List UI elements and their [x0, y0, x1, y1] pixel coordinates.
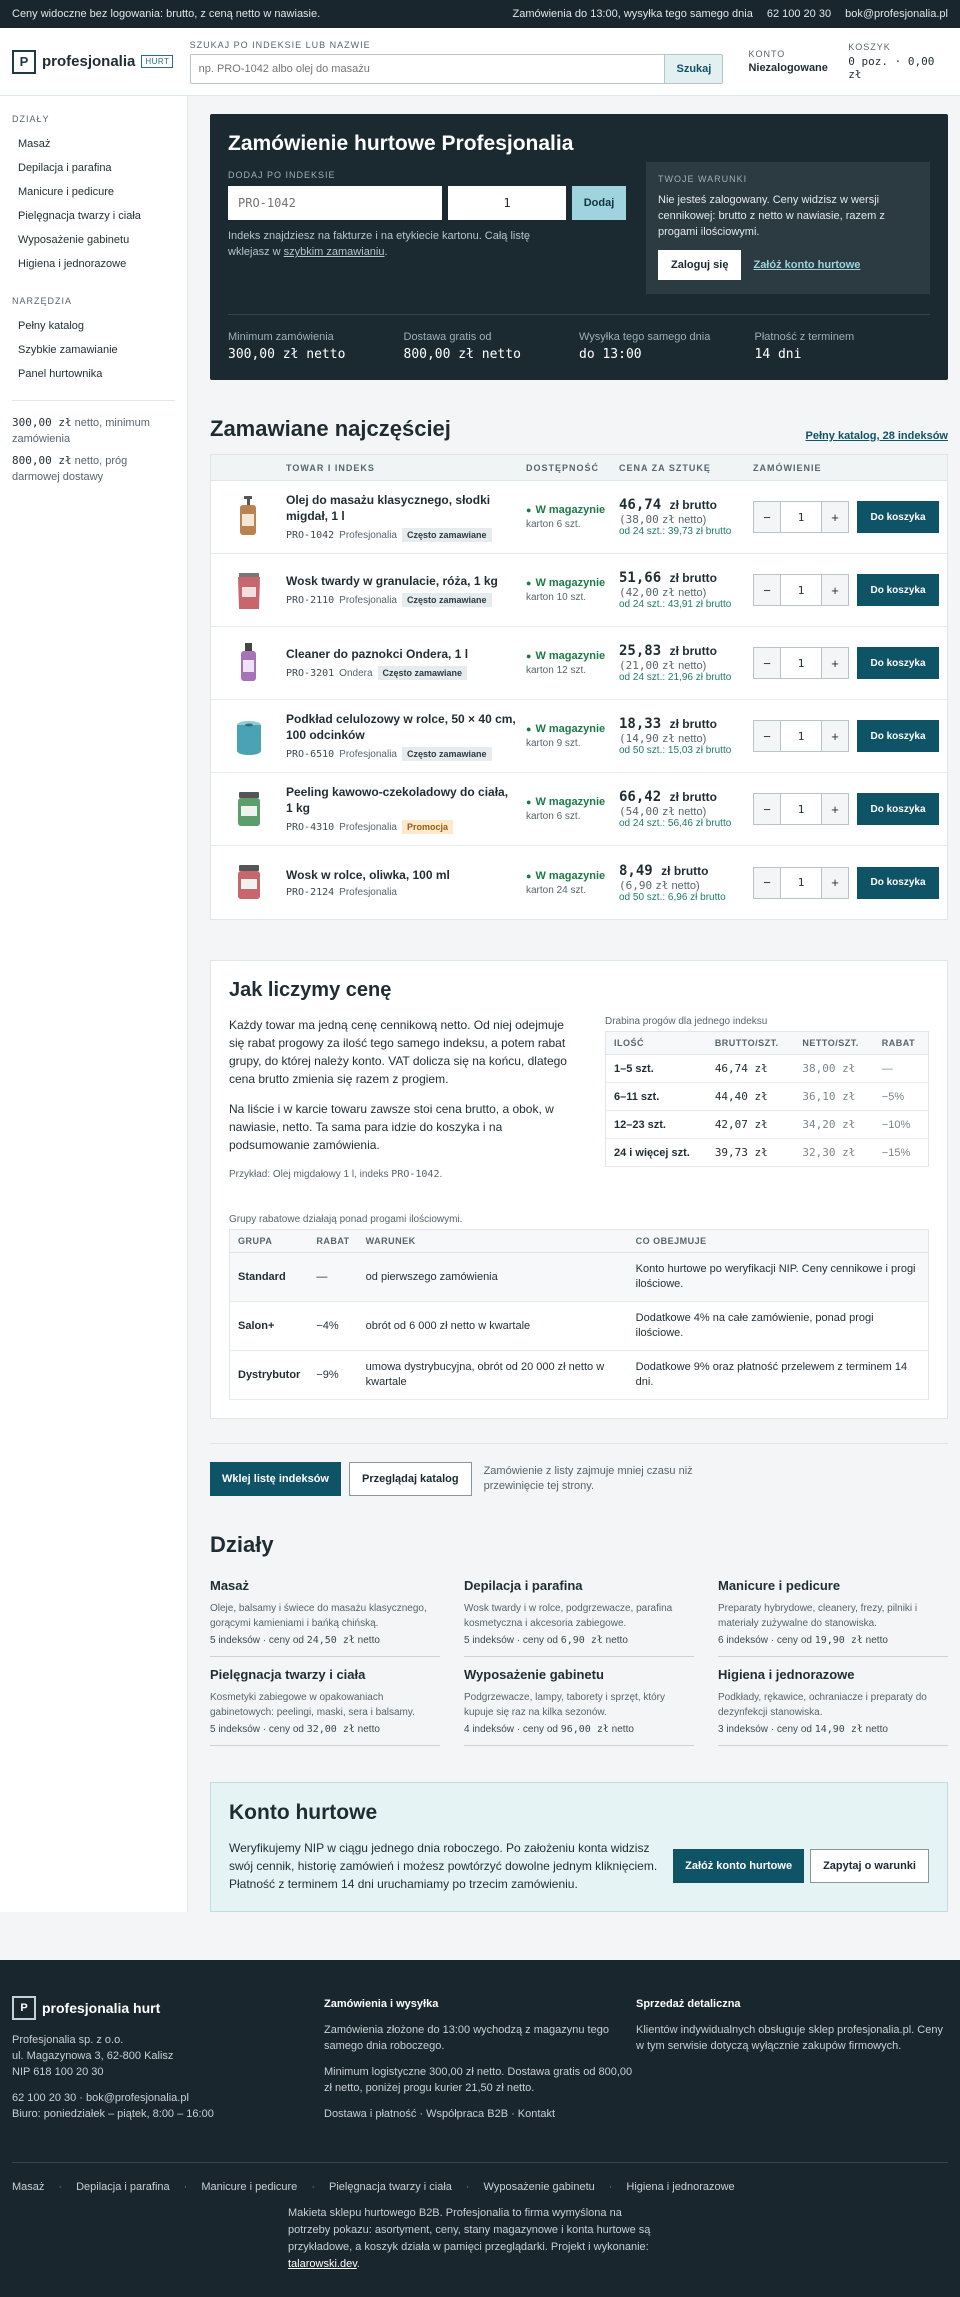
department-name[interactable]: Higiena i jednorazowe	[718, 1667, 855, 1682]
jar-icon	[233, 859, 265, 906]
stock-status: ● W magazynie	[526, 796, 619, 808]
product-sku: PRO-4310	[286, 821, 335, 833]
minus-icon[interactable]: −	[754, 794, 780, 824]
terms-title: TWOJE WARUNKI	[658, 174, 748, 184]
price-net: (21,00 zł netto)	[619, 659, 707, 672]
add-button[interactable]: Dodaj	[572, 186, 626, 220]
department-card[interactable]	[718, 1578, 948, 1657]
cart-label: KOSZYK	[848, 42, 891, 52]
cta-row	[210, 1443, 948, 1496]
price-net: (42,00 zł netto)	[619, 586, 707, 599]
sidebar-item-department[interactable]: Higiena i jednorazowe	[18, 258, 127, 270]
footer-text: Minimum logistyczne 300,00 zł netto. Dostawa gratis od 800,00 zł netto, poniżej progu kurier 21,50 zł netto.	[324, 2066, 633, 2094]
price-net: (6,90 zł netto)	[619, 878, 700, 892]
logo[interactable]	[12, 50, 190, 74]
min-order-note: 300,00 zł netto, minimum zamówienia	[12, 416, 150, 445]
departments-title: DZIAŁY	[12, 114, 50, 124]
sidebar-item-tool[interactable]: Pełny katalog	[18, 320, 85, 332]
footer-text: Klientów indywidualnych obsługuje sklep profesjonalia.pl. Ceny w tym serwisie dotyczą wyłącznie zakupów firmowych.	[636, 2024, 943, 2052]
create-account-link[interactable]: Załóż konto hurtowe	[753, 259, 861, 271]
account[interactable]	[748, 49, 848, 74]
logo-mark: P	[12, 50, 36, 74]
quick-add	[228, 170, 626, 294]
price-gross: 46,74 zł brutto	[619, 497, 717, 513]
pack-size: karton 9 szt.	[526, 738, 581, 749]
pricing-section	[210, 960, 948, 1419]
sidebar-item-department[interactable]: Masaż	[18, 138, 51, 150]
pack-size: karton 6 szt.	[526, 519, 581, 530]
footer-link[interactable]: Manicure i pedicure	[201, 2181, 298, 2193]
hero-title: Zamówienie hurtowe Profesjonalia	[228, 132, 574, 155]
table-row	[211, 481, 947, 554]
department-count: 6 indeksów · ceny od 19,90 zł netto	[718, 1635, 888, 1646]
stock-status: ● W magazynie	[526, 723, 619, 735]
footer-link[interactable]: Pielęgnacja twarzy i ciała	[328, 2181, 452, 2193]
add-to-cart-button[interactable]: Do koszyka	[857, 867, 939, 899]
plus-icon[interactable]: +	[822, 575, 848, 605]
plus-icon[interactable]: +	[822, 648, 848, 678]
stat-value: 14 dni	[754, 347, 802, 362]
office-hours: Biuro: poniedziałek – piątek, 8:00 – 16:00	[12, 2108, 214, 2120]
plus-icon[interactable]: +	[822, 794, 848, 824]
group-row: Salon+ −4% obrót od 6 000 zł netto w kwartale Dodatkowe 4% na całe zamówienie, ponad progi ilościowe.	[230, 1302, 929, 1351]
group-row: Dystrybutor −9% umowa dystrybucyjna, obrót od 20 000 zł netto w kwartale Dodatkowe 9% oraz płatność przelewem z terminem 14 dni.	[230, 1351, 929, 1400]
bottle-pump-icon	[233, 494, 265, 541]
department-name[interactable]: Pielęgnacja twarzy i ciała	[210, 1667, 366, 1682]
department-card[interactable]	[464, 1667, 694, 1746]
tiers-caption: Drabina progów dla jednego indeksu	[605, 1016, 768, 1027]
product-name[interactable]: Wosk w rolce, oliwka, 100 ml	[286, 868, 450, 882]
department-desc: Kosmetyki zabiegowe w opakowaniach gabinetowych: peelingi, maski, sera i balsamy.	[210, 1692, 415, 1718]
sku-input[interactable]	[228, 186, 442, 220]
footer-logo[interactable]: P profesjonalia hurt	[12, 1996, 324, 2020]
stats: Minimum zamówienia 300,00 zł netto Dostawa gratis od 800,00 zł netto Wysyłka tego samego dnia do 13:00 Płatność z terminem 14 dni	[228, 314, 930, 362]
logo-name: profesjonalia	[42, 53, 136, 70]
stat-value: 300,00 zł netto	[228, 347, 346, 362]
quantity-stepper[interactable]	[753, 867, 849, 899]
pricing-text: Każdy towar ma jedną cenę cennikową netto. Od niej odejmuje się rabat progowy za ilość tego samego indeksu, a potem rabat grupy, do której należy konto. VAT dolicza się na końcu, dlatego cena brutto zmienia się razem z progiem.	[229, 1018, 567, 1086]
search-input[interactable]	[191, 55, 665, 83]
departments-heading: Działy	[210, 1532, 274, 1557]
account-value: Niezalogowane	[748, 62, 828, 74]
footer-heading: Sprzedaż detaliczna	[636, 1998, 741, 2010]
tier-row: 12–23 szt. 42,07 zł 34,20 zł −10%	[606, 1111, 929, 1139]
price-gross: 8,49 zł brutto	[619, 862, 709, 879]
pricing-example: Przykład: Olej migdałowy 1 l, indeks PRO-1042.	[229, 1169, 443, 1180]
cart[interactable]	[848, 42, 948, 81]
sidebar	[0, 96, 188, 1912]
product-brand: Ondera	[339, 667, 373, 679]
quick-add-help: Indeks znajdziesz na fakturze i na etykiecie kartonu. Całą listę wklejasz w szybkim zamawianiu.	[228, 230, 531, 258]
product-sku: PRO-3201	[286, 667, 335, 679]
tier-row: 6–11 szt. 44,40 zł 36,10 zł −5%	[606, 1083, 929, 1111]
department-count: 3 indeksów · ceny od 14,90 zł netto	[718, 1724, 888, 1735]
footer	[0, 1960, 960, 2297]
stock-status: ● W magazynie	[526, 870, 619, 882]
terms-text: Nie jesteś zalogowany. Ceny widzisz w wersji cennikowej: brutto z netto w nawiasie, razem z progami ilościowymi.	[658, 194, 885, 238]
search-label: SZUKAJ PO INDEKSIE LUB NAZWIE	[189, 39, 371, 50]
products-title: Zamawiane najczęściej	[210, 416, 451, 441]
pack-size: karton 10 szt.	[526, 592, 587, 603]
sidebar-item-tool[interactable]: Panel hurtownika	[18, 368, 103, 380]
department-count: 4 indeksów · ceny od 96,00 zł netto	[464, 1724, 634, 1735]
quick-order-link[interactable]: szybkim zamawianiu	[283, 246, 385, 258]
company-address: ul. Magazynowa 3, 62-800 Kalisz	[12, 2050, 174, 2062]
cta-note: Zamówienie z listy zajmuje mniej czasu niż przewinięcie tej strony.	[483, 1465, 693, 1492]
footer-text: Zamówienia złożone do 13:00 wychodzą z magazynu tego samego dnia roboczego.	[324, 2024, 609, 2052]
add-to-cart-button[interactable]: Do koszyka	[857, 793, 939, 825]
department-desc: Wosk twardy i w rolce, podgrzewacze, parafina kosmetyczna i akcesoria zabiegowe.	[464, 1603, 673, 1629]
minus-icon[interactable]: −	[754, 648, 780, 678]
create-wholesale-account-button[interactable]: Załóż konto hurtowe	[673, 1849, 804, 1883]
paste-list-button[interactable]: Wklej listę indeksów	[210, 1462, 341, 1496]
tier-price: od 24 szt.: 56,46 zł brutto	[619, 818, 732, 829]
price-gross: 18,33 zł brutto	[619, 716, 717, 732]
browse-catalog-button[interactable]: Przeglądaj katalog	[349, 1462, 472, 1496]
info-strip	[0, 0, 960, 28]
quantity-value[interactable]: 1	[780, 794, 822, 824]
tier-price: od 24 szt.: 21,96 zł brutto	[619, 672, 732, 683]
department-count: 5 indeksów · ceny od 24,50 zł netto	[210, 1635, 380, 1646]
product-brand: Profesjonalia	[339, 594, 397, 606]
tier-price: od 24 szt.: 39,73 zł brutto	[619, 526, 732, 537]
product-sku: PRO-2124	[286, 887, 335, 898]
product-badge: Często zamawiane	[402, 528, 492, 542]
wholesale-text: Weryfikujemy NIP w ciągu jednego dnia roboczego. Po założeniu konta widzisz swój cennik, historię zamówień i możesz powtórzyć dowolne jednym kliknięciem. Płatność z terminem 14 dni uruchamiamy po trzecim zamówieniu.	[229, 1841, 658, 1891]
department-card[interactable]	[210, 1578, 440, 1657]
footer-link[interactable]: Wyposażenie gabinetu	[483, 2181, 595, 2193]
wholesale-section	[210, 1782, 948, 1912]
product-badge: Często zamawiane	[402, 593, 492, 607]
bag-icon	[233, 567, 265, 614]
departments-section	[210, 1532, 948, 1746]
quantity-stepper[interactable]	[753, 647, 849, 679]
hero	[210, 114, 948, 380]
quick-add-label: DODAJ PO INDEKSIE	[228, 170, 336, 180]
department-count: 5 indeksów · ceny od 6,90 zł netto	[464, 1635, 628, 1646]
add-to-cart-button[interactable]: Do koszyka	[857, 574, 939, 606]
stock-status: ● W magazynie	[526, 650, 619, 662]
stat-value: 800,00 zł netto	[403, 347, 521, 362]
product-brand: Profesjonalia	[339, 821, 397, 833]
footer-department-links: Masaż · Depilacja i parafina · Manicure i pedicure · Pielęgnacja twarzy i ciała · Wyposażenie gabinetu · Higiena i jednorazowe	[12, 2162, 948, 2193]
wholesale-title: Konto hurtowe	[229, 1801, 378, 1824]
pack-size: karton 12 szt.	[526, 665, 587, 676]
department-card[interactable]	[464, 1578, 694, 1657]
add-to-cart-button[interactable]: Do koszyka	[857, 720, 939, 752]
site-header	[0, 28, 960, 96]
quantity-stepper[interactable]	[753, 501, 849, 533]
account-label: KONTO	[748, 49, 786, 59]
terms-box	[646, 162, 930, 294]
groups-caption: Grupy rabatowe działają ponad progami ilościowymi.	[229, 1214, 463, 1225]
quantity-value[interactable]: 1	[780, 575, 822, 605]
price-net: (14,90 zł netto)	[619, 732, 707, 745]
login-button[interactable]: Zaloguj się	[658, 250, 741, 280]
price-net: (38,00 zł netto)	[619, 513, 707, 526]
ask-conditions-button[interactable]: Zapytaj o warunki	[810, 1849, 929, 1883]
department-card[interactable]	[210, 1667, 440, 1746]
groups-table: GRUPA RABAT WARUNEK CO OBEJMUJE Standard — od pierwszego zamówienia Konto hurtowe po weryfikacji NIP. Ceny cennikowe i progi ilościowe. Salon+ −4% obrót od 6 000 zł netto w kwartale Dodatkowe 4% na całe zamówienie, ponad progi ilościowe. Dystrybutor −9% umowa dystrybucyjna, obrót od 20 000 zł netto w kwartale Dodatkowe 9% oraz płatność przelewem z terminem 14 dni.	[229, 1229, 929, 1400]
product-brand: Profesjonalia	[339, 748, 397, 760]
department-name[interactable]: Wyposażenie gabinetu	[464, 1667, 604, 1682]
quantity-value[interactable]: 1	[780, 868, 822, 898]
stock-status: ● W magazynie	[526, 504, 619, 516]
plus-icon[interactable]: +	[822, 868, 848, 898]
table-row	[211, 554, 947, 627]
quantity-value[interactable]: 1	[780, 721, 822, 751]
sidebar-item-tool[interactable]: Szybkie zamawianie	[18, 344, 118, 356]
product-sku: PRO-2110	[286, 594, 335, 606]
footer-note: Makieta sklepu hurtowego B2B. Profesjonalia to firma wymyślona na potrzeby pokazu: asortyment, ceny, stany magazynowe i konta hurtowe są przykładowe, a koszyk działa w pamięci przeglądarki. Projekt i wykonanie: talarowski.dev.	[288, 2207, 651, 2270]
department-name[interactable]: Manicure i pedicure	[718, 1578, 841, 1593]
products-table	[210, 454, 948, 920]
minus-icon[interactable]: −	[754, 721, 780, 751]
quantity-value[interactable]: 1	[780, 648, 822, 678]
tier-row: 24 i więcej szt. 39,73 zł 32,30 zł −15%	[606, 1139, 929, 1167]
pricing-title: Jak liczymy cenę	[229, 979, 392, 1001]
product-name[interactable]: Podkład celulozowy w rolce, 50 × 40 cm, 100 odcinków	[286, 712, 516, 742]
quantity-value[interactable]: 1	[780, 502, 822, 532]
free-shipping-note: 800,00 zł netto, próg darmowej dostawy	[12, 454, 128, 483]
table-row	[211, 773, 947, 846]
stock-status: ● W magazynie	[526, 577, 619, 589]
group-row: Standard — od pierwszego zamówienia Konto hurtowe po weryfikacji NIP. Ceny cennikowe i progi ilościowe.	[230, 1253, 929, 1302]
products-header: TOWAR I INDEKS DOSTĘPNOŚĆ CENA ZA SZTUKĘ ZAMÓWIENIE	[211, 455, 947, 481]
tiers-table: ILOŚĆ BRUTTO/SZT. NETTO/SZT. RABAT 1–5 szt. 46,74 zł 38,00 zł — 6–11 szt. 44,40 zł 36,10 zł −5% 12–23 szt. 42,07 zł 34,20 zł −10% 24 i więcej szt. 39,73 zł 32,30 zł −15%	[605, 1031, 929, 1167]
product-name[interactable]: Peeling kawowo-czekoladowy do ciała, 1 kg	[286, 785, 509, 815]
product-sku: PRO-6510	[286, 748, 335, 760]
table-row	[211, 846, 947, 919]
department-desc: Preparaty hybrydowe, cleanery, frezy, pilniki i materiały zużywalne do stanowiska.	[718, 1603, 918, 1629]
department-name[interactable]: Masaż	[210, 1578, 250, 1593]
pricing-text: Na liście i w karcie towaru zawsze stoi cena brutto, a obok, w nawiasie, netto. Ta sama para idzie do koszyka i na podsumowanie zamówienia.	[229, 1102, 554, 1152]
company-name: Profesjonalia sp. z o.o.	[12, 2034, 124, 2046]
phone-link[interactable]: 62 100 20 30	[766, 8, 832, 20]
tier-price: od 50 szt.: 6,96 zł brutto	[619, 891, 726, 903]
product-badge: Często zamawiane	[402, 747, 492, 761]
footer-heading: Zamówienia i wysyłka	[324, 1998, 439, 2010]
footer-links[interactable]: Dostawa i płatność · Współpraca B2B · Kontakt	[324, 2108, 556, 2120]
footer-link[interactable]: Depilacja i parafina	[76, 2181, 170, 2193]
minus-icon[interactable]: −	[754, 502, 780, 532]
cart-value: 0 poz. · 0,00 zł	[848, 55, 935, 81]
price-info: Ceny widoczne bez logowania: brutto, z ceną netto w nawiasie.	[12, 8, 321, 20]
sidebar-item-department[interactable]: Wyposażenie gabinetu	[18, 234, 130, 246]
department-desc: Podkłady, rękawice, ochraniacze i preparaty do dezynfekcji stanowiska.	[718, 1692, 927, 1718]
footer-link[interactable]: Masaż	[12, 2181, 45, 2193]
minus-icon[interactable]: −	[754, 868, 780, 898]
quantity-stepper[interactable]	[753, 793, 849, 825]
sidebar-item-department[interactable]: Manicure i pedicure	[18, 186, 114, 198]
bottle-icon	[233, 640, 265, 687]
quantity-stepper[interactable]	[753, 720, 849, 752]
department-desc: Oleje, balsamy i świece do masażu klasycznego, gorącymi kamieniami i bańką chińską.	[210, 1603, 427, 1629]
full-catalog-link[interactable]: Pełny katalog, 28 indeksów	[805, 430, 948, 442]
product-name[interactable]: Wosk twardy w granulacie, róża, 1 kg	[286, 574, 498, 588]
product-brand: Profesjonalia	[339, 887, 397, 898]
quantity-stepper[interactable]	[753, 574, 849, 606]
sidebar-item-department[interactable]: Depilacja i parafina	[18, 162, 112, 174]
department-desc: Podgrzewacze, lampy, taborety i sprzęt, który kupuje się raz na kilka sezonów.	[464, 1692, 666, 1718]
roll-icon	[233, 713, 265, 760]
price-gross: 51,66 zł brutto	[619, 570, 717, 586]
minus-icon[interactable]: −	[754, 575, 780, 605]
table-row	[211, 700, 947, 773]
tier-price: od 50 szt.: 15,03 zł brutto	[619, 745, 732, 756]
stat-value: do 13:00	[579, 347, 642, 362]
tier-row: 1–5 szt. 46,74 zł 38,00 zł —	[606, 1055, 929, 1083]
product-brand: Profesjonalia	[339, 529, 397, 541]
table-row	[211, 627, 947, 700]
pack-size: karton 6 szt.	[526, 811, 581, 822]
price-net: (54,00 zł netto)	[619, 805, 707, 818]
price-gross: 66,42 zł brutto	[619, 789, 717, 805]
department-count: 5 indeksów · ceny od 32,00 zł netto	[210, 1724, 380, 1735]
department-card[interactable]	[718, 1667, 948, 1746]
add-to-cart-button[interactable]: Do koszyka	[857, 647, 939, 679]
sidebar-item-department[interactable]: Pielęgnacja twarzy i ciała	[18, 210, 141, 222]
jar-icon	[233, 786, 265, 833]
footer-link[interactable]: Higiena i jednorazowe	[626, 2181, 735, 2193]
product-name[interactable]: Olej do masażu klasycznego, słodki migdał, 1 l	[286, 493, 491, 523]
department-name[interactable]: Depilacja i parafina	[464, 1578, 583, 1593]
tools-title: NARZĘDZIA	[12, 296, 73, 306]
email-link[interactable]: bok@profesjonalia.pl	[845, 8, 948, 20]
shipping-info: Zamówienia do 13:00, wysyłka tego samego dnia	[512, 8, 753, 20]
search	[190, 40, 724, 84]
price-gross: 25,83 zł brutto	[619, 643, 717, 659]
qty-input[interactable]	[448, 186, 566, 220]
plus-icon[interactable]: +	[822, 721, 848, 751]
plus-icon[interactable]: +	[822, 502, 848, 532]
add-to-cart-button[interactable]: Do koszyka	[857, 501, 939, 533]
company-nip: NIP 618 100 20 30	[12, 2066, 104, 2078]
pack-size: karton 24 szt.	[526, 884, 587, 896]
tier-price: od 24 szt.: 43,91 zł brutto	[619, 599, 732, 610]
product-badge: Promocja	[402, 820, 453, 834]
product-sku: PRO-1042	[286, 529, 335, 541]
author-link[interactable]: talarowski.dev	[288, 2258, 357, 2270]
main-content	[188, 96, 960, 1912]
company-contact[interactable]: 62 100 20 30 · bok@profesjonalia.pl	[12, 2092, 189, 2104]
search-button[interactable]: Szukaj	[664, 55, 722, 83]
product-badge: Często zamawiane	[378, 666, 468, 680]
logo-tag: HURT	[141, 55, 173, 68]
product-name[interactable]: Cleaner do paznokci Ondera, 1 l	[286, 647, 469, 661]
